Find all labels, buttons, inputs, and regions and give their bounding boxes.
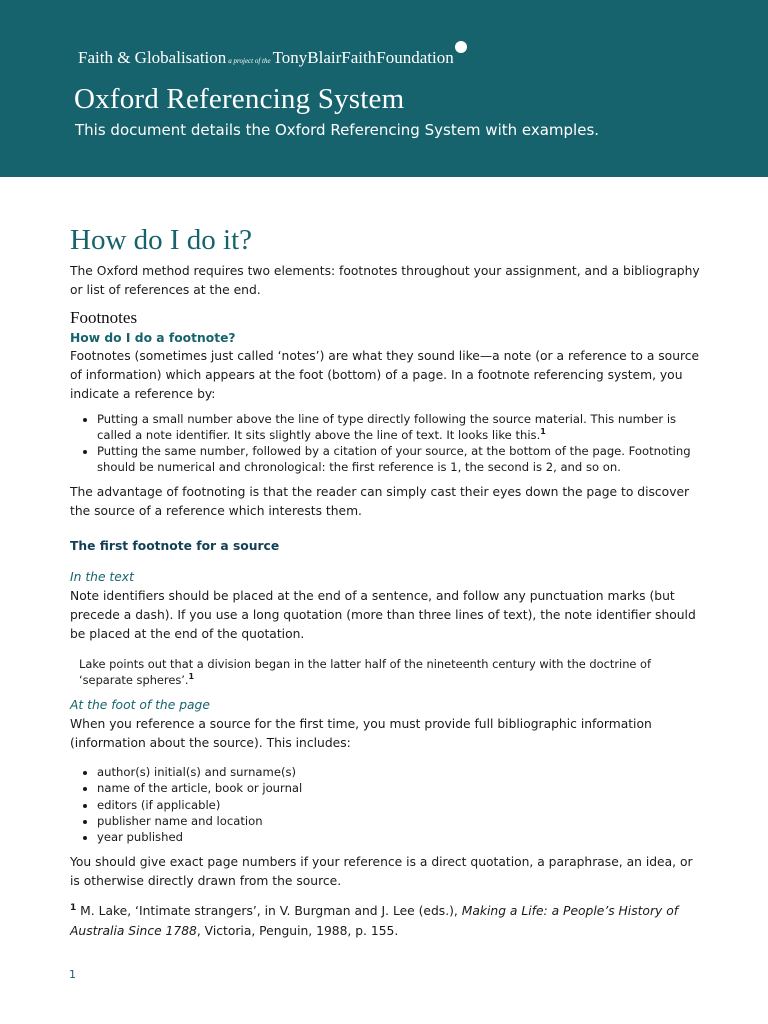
main-content xyxy=(70,218,702,941)
list-item: • year published xyxy=(97,829,702,845)
footnote-book-title: Making a Life: a People’s History of Australia Since 1788 xyxy=(70,904,679,939)
first-footnote-heading: The first footnote for a source xyxy=(70,539,280,553)
advantage-paragraph: The advantage of footnoting is that the reader can simply cast their eyes down the page to discover the source of a reference which interests them. xyxy=(70,485,690,518)
section-heading: How do I do it? xyxy=(70,224,253,256)
header-banner xyxy=(0,0,768,177)
footnote-entry xyxy=(70,901,702,941)
list-item: • editors (if applicable) xyxy=(97,797,702,813)
document-subtitle: This document details the Oxford Referencing System with examples. xyxy=(75,121,600,139)
foot-of-page-paragraph: When you reference a source for the first time, you must provide full bibliographic information (information about the source). This includes: xyxy=(70,717,652,750)
page-numbers-paragraph: You should give exact page numbers if your reference is a direct quotation, a paraphrase, an idea, or is otherwise directly drawn from the source. xyxy=(70,855,693,889)
brand-connector: a project of the xyxy=(228,57,271,65)
footnote-howto-heading: How do I do a footnote? xyxy=(70,331,236,345)
in-text-heading: In the text xyxy=(70,570,134,584)
list-item xyxy=(97,411,702,443)
list-item-text: Putting the same number, followed by a citation of your source, at the bottom of the page. Footnoting should be numerical and chronological: the first reference is 1, the second is 2, and so on. xyxy=(97,444,691,474)
foot-of-page-heading: At the foot of the page xyxy=(70,698,210,712)
quote-text: Lake points out that a division began in the latter half of the nineteenth century with the doctrine of ‘separate spheres’. xyxy=(79,657,652,687)
list-item: • author(s) initial(s) and surname(s) xyxy=(97,764,702,780)
brand-logo xyxy=(78,48,467,68)
bibliographic-info-list xyxy=(70,764,702,845)
footnote-text: M. Lake, ‘Intimate strangers’, in V. Burgman and J. Lee (eds.), xyxy=(76,904,462,919)
footnote-number: 1 xyxy=(70,903,77,914)
page-number: 1 xyxy=(69,968,76,981)
reference-method-list xyxy=(70,411,702,475)
logo-dot-icon xyxy=(455,41,467,53)
list-item xyxy=(97,443,702,475)
list-item: • name of the article, book or journal xyxy=(97,780,702,796)
list-item-text: Putting a small number above the line of type directly following the source material. This number is called a note identifier. It sits slightly above the line of text. It looks like this. xyxy=(97,412,677,442)
intro-paragraph: The Oxford method requires two elements: footnotes throughout your assignment, and a bibliography or list of references at the end. xyxy=(70,264,700,297)
example-quote xyxy=(79,656,702,688)
footnotes-paragraph: Footnotes (sometimes just called ‘notes’) are what they sound like—a note (or a reference to a source of information) which appears at the foot (bottom) of a page. In a footnote referencing system, you indicate a reference by: xyxy=(70,349,700,401)
in-text-paragraph: Note identifiers should be placed at the end of a sentence, and follow any punctuation marks (but precede a dash). If you use a long quotation (more than three lines of text), the note identifier should be placed at the end of the quotation. xyxy=(70,589,696,641)
foundation-name: TonyBlairFaithFoundation xyxy=(272,48,454,67)
footnotes-heading: Footnotes xyxy=(70,308,138,327)
note-identifier: 1 xyxy=(188,672,195,682)
brand-name: Faith & Globalisation xyxy=(78,48,227,67)
list-item: • publisher name and location xyxy=(97,813,702,829)
note-identifier: 1 xyxy=(540,427,546,437)
document-title: Oxford Referencing System xyxy=(74,83,405,115)
footnote-text: , Victoria, Penguin, 1988, p. 155. xyxy=(196,924,399,939)
